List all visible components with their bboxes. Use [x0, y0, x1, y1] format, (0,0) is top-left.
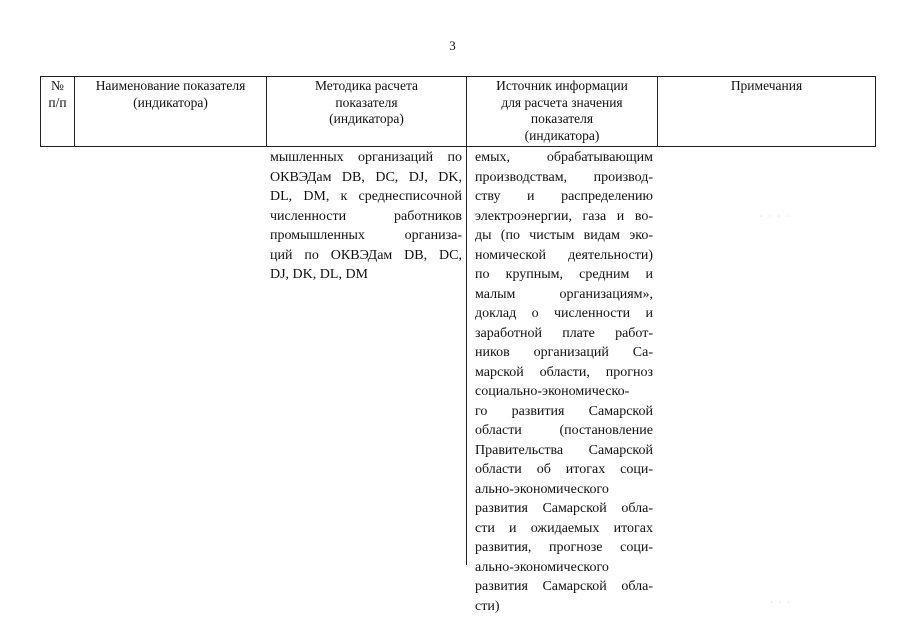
header-number-line: п/п — [48, 94, 67, 110]
header-indicator-name — [75, 78, 266, 111]
text-line: заработной плате работ- — [475, 325, 653, 341]
header-calculation-method — [267, 78, 466, 128]
header-line: показателя — [335, 94, 398, 110]
text-line: сти) — [475, 598, 500, 614]
text-line: ды (по чистым видам эко- — [475, 228, 653, 243]
text-line: области (постановление — [475, 423, 653, 438]
text-line: DJ, DK, DL, DM — [270, 267, 368, 282]
header-line: показателя — [530, 111, 594, 126]
header-line: Наименование показателя — [95, 78, 246, 93]
text-line: малым организациям», — [475, 286, 653, 302]
text-line: ций по ОКВЭДам DB, DC, — [270, 247, 462, 263]
text-line: ОКВЭДам DB, DC, DJ, DK, — [270, 169, 462, 185]
text-line: промышленных организа- — [270, 228, 462, 243]
header-line: (индикатора) — [329, 111, 404, 126]
page-number: 3 — [449, 38, 456, 53]
text-line: Правительства Самарской — [475, 442, 653, 458]
header-number — [41, 78, 74, 111]
scan-speck: · · · · — [760, 212, 791, 221]
text-line: емых, обрабатывающим — [475, 150, 653, 165]
header-number-line: № — [51, 78, 64, 93]
text-line: численности работников — [270, 208, 462, 224]
text-line: ников организаций Са- — [475, 345, 653, 360]
header-line: для расчета значения — [501, 94, 623, 110]
text-line: развития, прогнозе соци- — [475, 540, 653, 555]
source-cell-text — [475, 148, 653, 616]
text-line: развития Самарской обла- — [475, 501, 653, 516]
text-line: номической деятельности) — [475, 247, 653, 263]
text-line: марской области, прогноз — [475, 364, 653, 380]
text-line: развития Самарской обла- — [475, 579, 653, 594]
text-line: электроэнергии, газа и во- — [475, 208, 653, 224]
scan-speck: · · · — [770, 598, 792, 607]
column-divider-source-left — [466, 76, 467, 565]
text-line: по крупным, средним и — [475, 267, 653, 282]
text-line: ально-экономического — [475, 481, 609, 497]
header-line: (индикатора) — [524, 127, 600, 143]
header-line: Источник информации — [496, 78, 628, 93]
header-line: Методика расчета — [314, 78, 419, 93]
text-line: области об итогах соци- — [475, 462, 653, 477]
text-line: ально-экономического — [475, 559, 609, 575]
header-line: (индикатора) — [133, 94, 208, 110]
text-line: го развития Самарской — [475, 403, 653, 419]
text-line: сти и ожидаемых итогах — [475, 520, 653, 536]
text-line: социально-экономическо- — [475, 384, 630, 399]
method-cell-text — [270, 148, 462, 285]
header-notes — [658, 78, 875, 95]
text-line: мышленных организаций по — [270, 150, 462, 165]
text-line: доклад о численности и — [475, 306, 653, 321]
header-line: Примечания — [730, 78, 803, 93]
text-line: DL, DM, к среднесписочной — [270, 189, 462, 204]
header-information-source — [467, 78, 657, 144]
text-line: производствам, производ- — [475, 169, 653, 185]
text-line: ству и распределению — [475, 189, 653, 204]
